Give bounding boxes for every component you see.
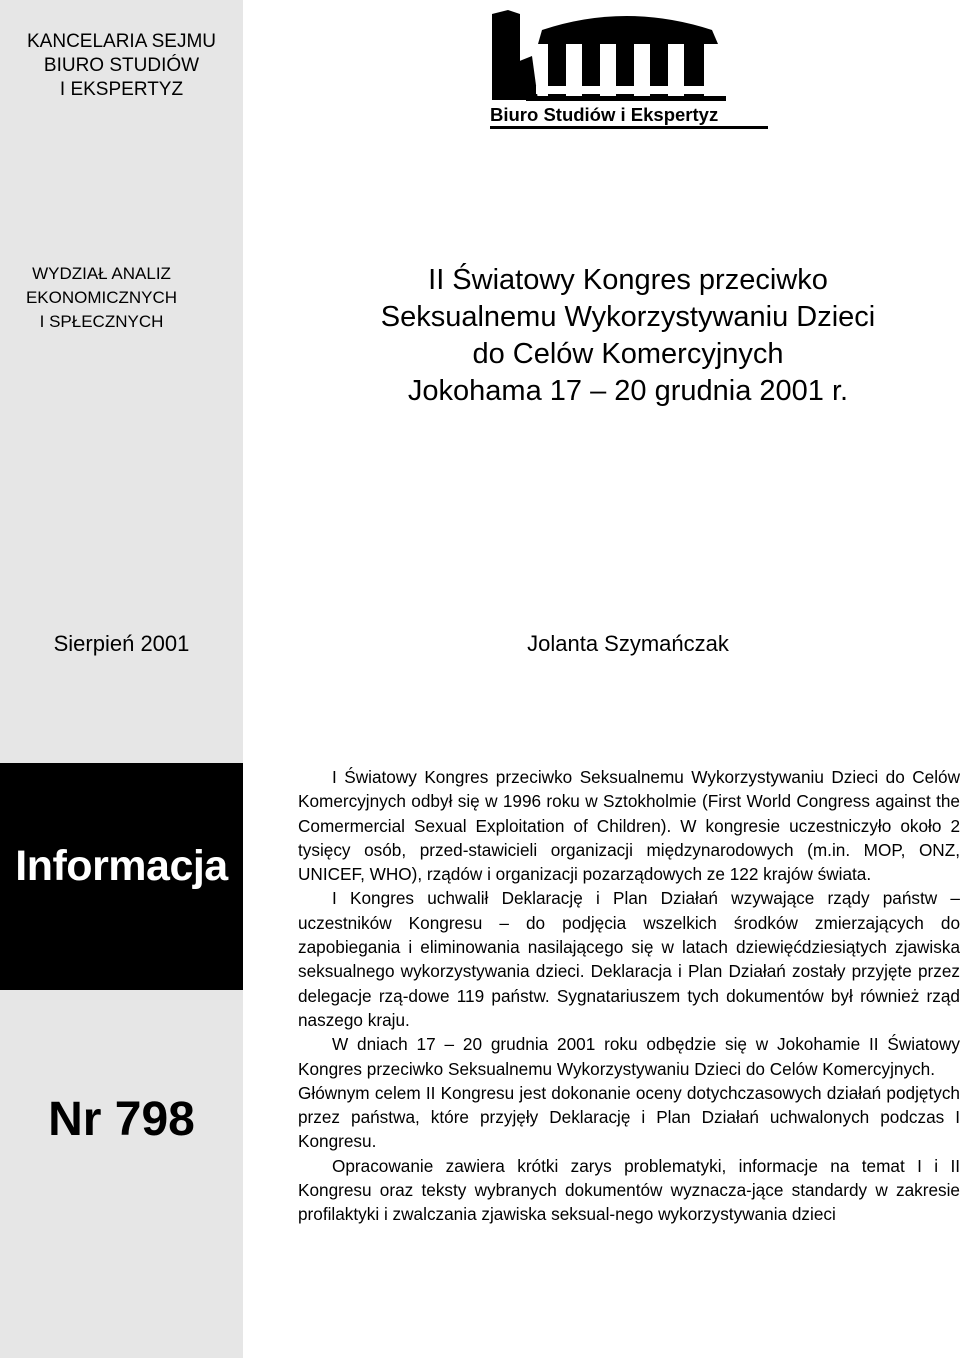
paragraph-5: Opracowanie zawiera krótki zarys problematyki, informacje na temat I i II Kongresu oraz teksty wybranych dokumentów wyznacza-jące standardy w zakresie profilaktyki i zwalczania zjawiska seksual-nego wykorzystywania dzieci xyxy=(298,1155,960,1225)
org-line-3: I EKSPERTYZ xyxy=(59,79,184,100)
publication-date: Sierpień 2001 xyxy=(53,631,190,656)
department-name xyxy=(0,262,203,334)
document-title xyxy=(300,262,956,410)
paragraph-4: Głównym celem II Kongresu jest dokonanie oceny dotychczasowych działań podjętych przez państwa, które przyjęły Deklarację i Plan Działań uchwalonych podczas I Kongresu. xyxy=(298,1082,960,1152)
paragraph-2: I Kongres uchwalił Deklarację i Plan Działań wzywające rządy państw – uczestników Kongresu – do podjęcia wszelkich środków zmierzających do zapobiegania i eliminowania nasilającego się w latach dziewięćdziesiątych zjawiska seksualnego wykorzystywania dzieci. Deklaracja i Plan Działań zostały przyjęte przez delegacje rzą-dowe 119 państw. Sygnatariuszem tych dokumentów był również rząd naszego kraju. xyxy=(298,888,960,1030)
logo-caption: Biuro Studiów i Ekspertyz xyxy=(490,104,719,125)
org-line-1: KANCELARIA SEJMU xyxy=(27,31,216,52)
dept-line-3: I SPŁECZNYCH xyxy=(39,312,164,331)
title-line-4: Jokohama 17 – 20 grudnia 2001 r. xyxy=(407,375,849,407)
author-name: Jolanta Szymańczak xyxy=(527,631,729,656)
paragraph-3: W dniach 17 – 20 grudnia 2001 roku odbędzie się w Jokohamie II Światowy Kongres przeciwko Seksualnemu Wykorzystywaniu Dzieci do Celów Komercyjnych. xyxy=(298,1034,960,1079)
paragraph-1: I Światowy Kongres przeciwko Seksualnemu Wykorzystywaniu Dzieci do Celów Komercyjnych odbył się w 1996 roku w Sztokholmie (First World Congress against the Comermercial Sexual Exploitation of Children). W kongresie uczestniczyło około 2 tysięcy osób, przed-stawicieli organizacji międzynarodowych (m.in. MOP, ONZ, UNICEF, WHO), rządów i organizacji pozarządowych ze 122 krajów świata. xyxy=(298,767,960,885)
title-line-3: do Celów Komercyjnych xyxy=(472,338,784,370)
building-icon xyxy=(492,10,726,101)
sidebar xyxy=(0,0,243,1358)
bse-logo xyxy=(486,4,770,132)
doc-number: Nr 798 xyxy=(48,1093,195,1146)
title-line-1: II Światowy Kongres przeciwko xyxy=(428,264,828,296)
summary-text xyxy=(298,765,960,1227)
org-line-2: BIURO STUDIÓW xyxy=(43,55,200,76)
dept-line-2: EKONOMICZNYCH xyxy=(25,288,178,307)
dept-line-1: WYDZIAŁ ANALIZ xyxy=(32,264,171,283)
title-line-2: Seksualnemu Wykorzystywaniu Dzieci xyxy=(380,301,876,333)
org-name xyxy=(0,30,243,102)
doc-type-label: Informacja xyxy=(15,842,228,890)
